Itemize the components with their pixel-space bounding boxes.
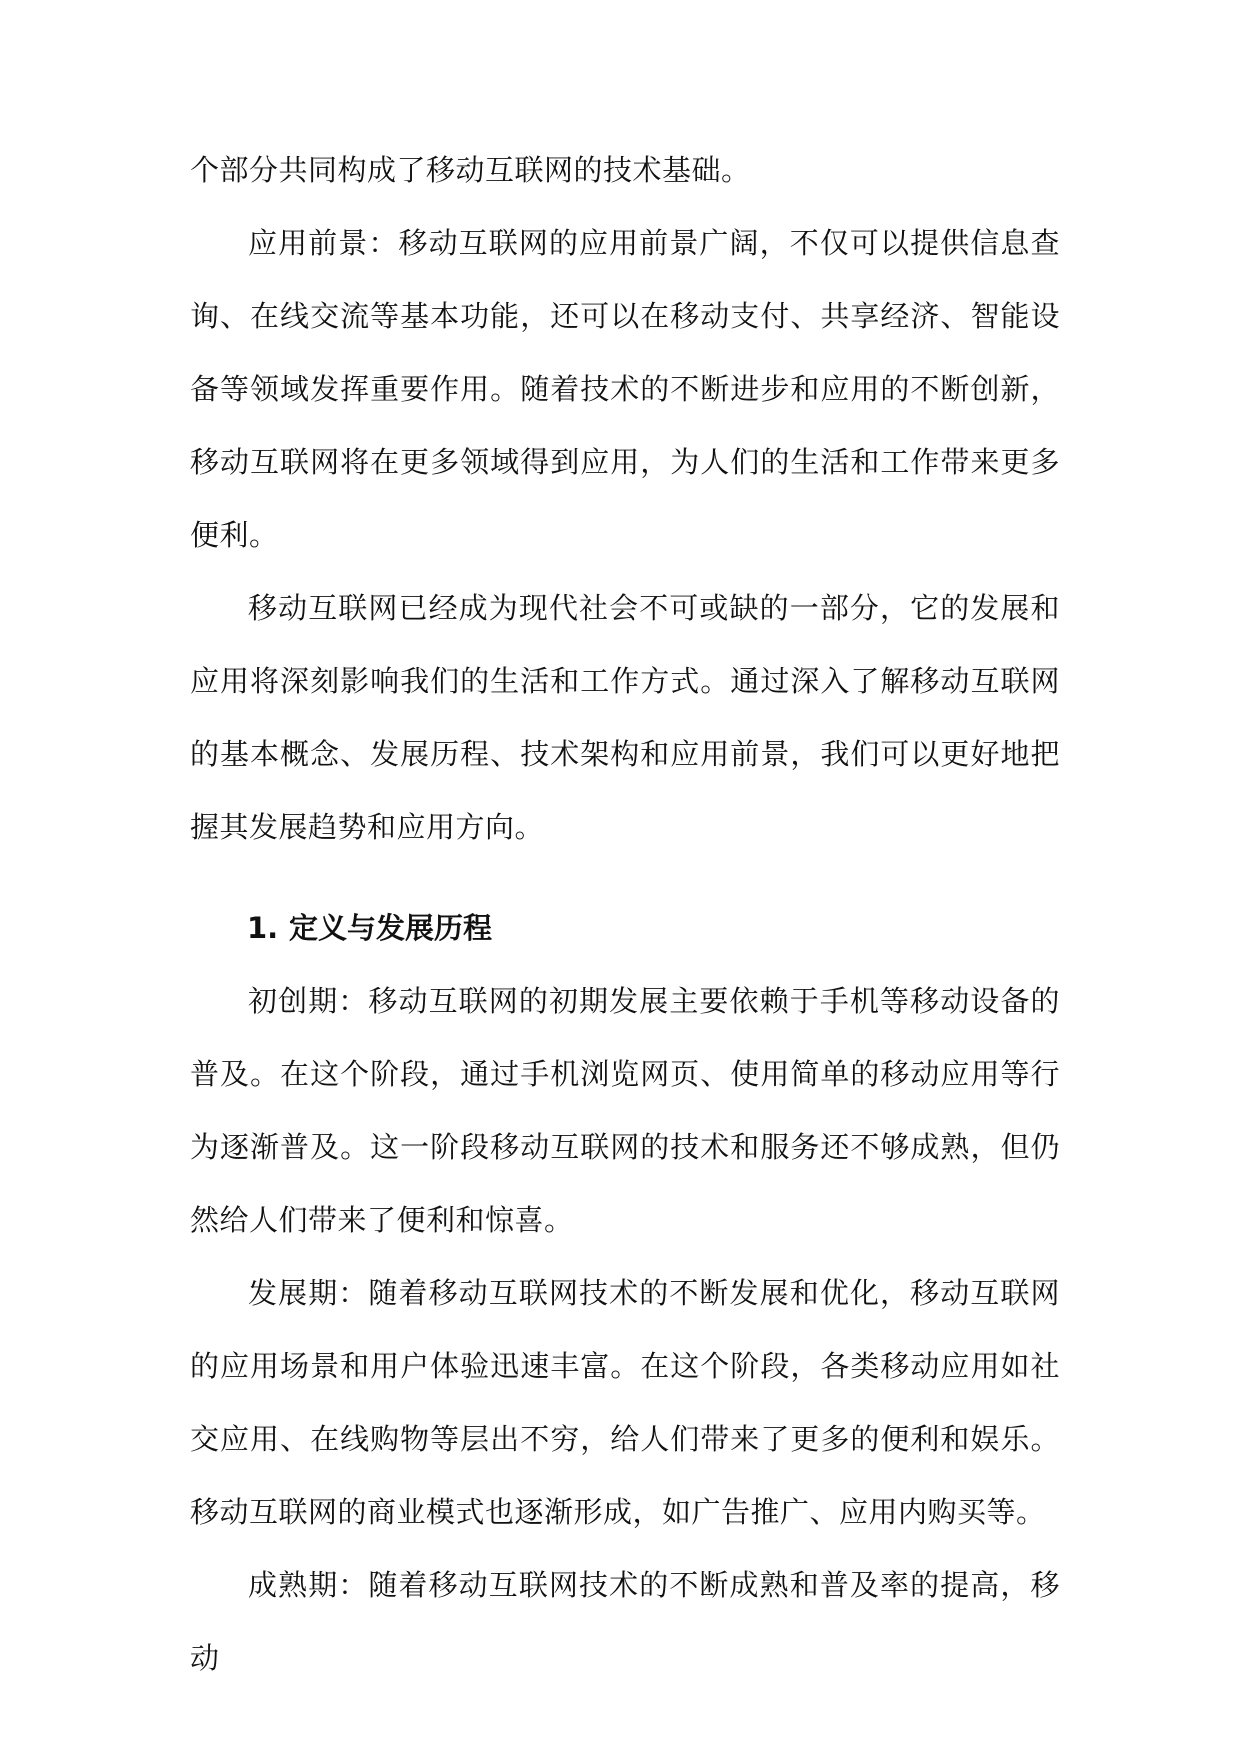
section-heading [190,892,1060,965]
paragraph-development-stage: 发展期：随着移动互联网技术的不断发展和优化，移动互联网的应用场景和用户体验迅速丰富。在这个阶段，各类移动应用如社交应用、在线购物等层出不穷，给人们带来了更多的便利和娱乐。移动互联网的商业模式也逐渐形成，如广告推广、应用内购买等。 [190,1276,1060,1529]
document-body [190,134,1060,1695]
paragraph-mature-stage: 成熟期：随着移动互联网技术的不断成熟和普及率的提高，移动 [190,1568,1060,1675]
section-title: 定义与发展历程 [289,911,493,945]
paragraph-summary: 移动互联网已经成为现代社会不可或缺的一部分，它的发展和应用将深刻影响我们的生活和工作方式。通过深入了解移动互联网的基本概念、发展历程、技术架构和应用前景，我们可以更好地把握其发展趋势和应用方向。 [190,591,1060,844]
section-number: 1. [247,911,279,945]
paragraph-continuation: 个部分共同构成了移动互联网的技术基础。 [190,153,751,187]
paragraph-application-prospects: 应用前景：移动互联网的应用前景广阔，不仅可以提供信息查询、在线交流等基本功能，还可以在移动支付、共享经济、智能设备等领域发挥重要作用。随着技术的不断进步和应用的不断创新，移动互联网将在更多领域得到应用，为人们的生活和工作带来更多便利。 [190,226,1060,552]
paragraph-initial-stage: 初创期：移动互联网的初期发展主要依赖于手机等移动设备的普及。在这个阶段，通过手机浏览网页、使用简单的移动应用等行为逐渐普及。这一阶段移动互联网的技术和服务还不够成熟，但仍然给人们带来了便利和惊喜。 [190,984,1060,1237]
